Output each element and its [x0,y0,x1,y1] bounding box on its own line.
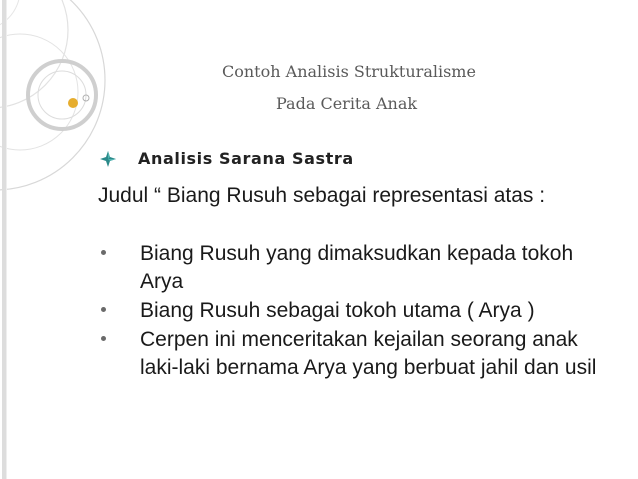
slide-body [98,182,618,383]
bullet-text: Cerpen ini menceritakan kejailan seorang anak laki-laki bernama Arya yang berbuat jahil dan usil [140,328,597,379]
bullet-item [98,240,618,296]
intro-paragraph: Judul “ Biang Rusuh sebagai representasi atas : [98,184,546,207]
bullet-item [98,326,618,382]
bullet-dot-icon [101,250,106,255]
subheading-text: Analisis Sarana Sastra [138,149,354,168]
gold-dot [68,98,78,108]
bullet-list [98,240,618,382]
bullet-text: Biang Rusuh yang dimaksudkan kepada tokoh Arya [140,242,574,293]
title-line-2: Pada Cerita Anak [276,94,418,113]
diamond-bullet-icon [100,151,116,167]
bullet-dot-icon [101,307,106,312]
left-edge-line [2,0,6,479]
bullet-dot-icon [101,336,106,341]
bullet-item [98,297,618,325]
bullet-text: Biang Rusuh sebagai tokoh utama ( Arya ) [140,299,535,322]
title-line-1: Contoh Analisis Strukturalisme [222,62,476,81]
